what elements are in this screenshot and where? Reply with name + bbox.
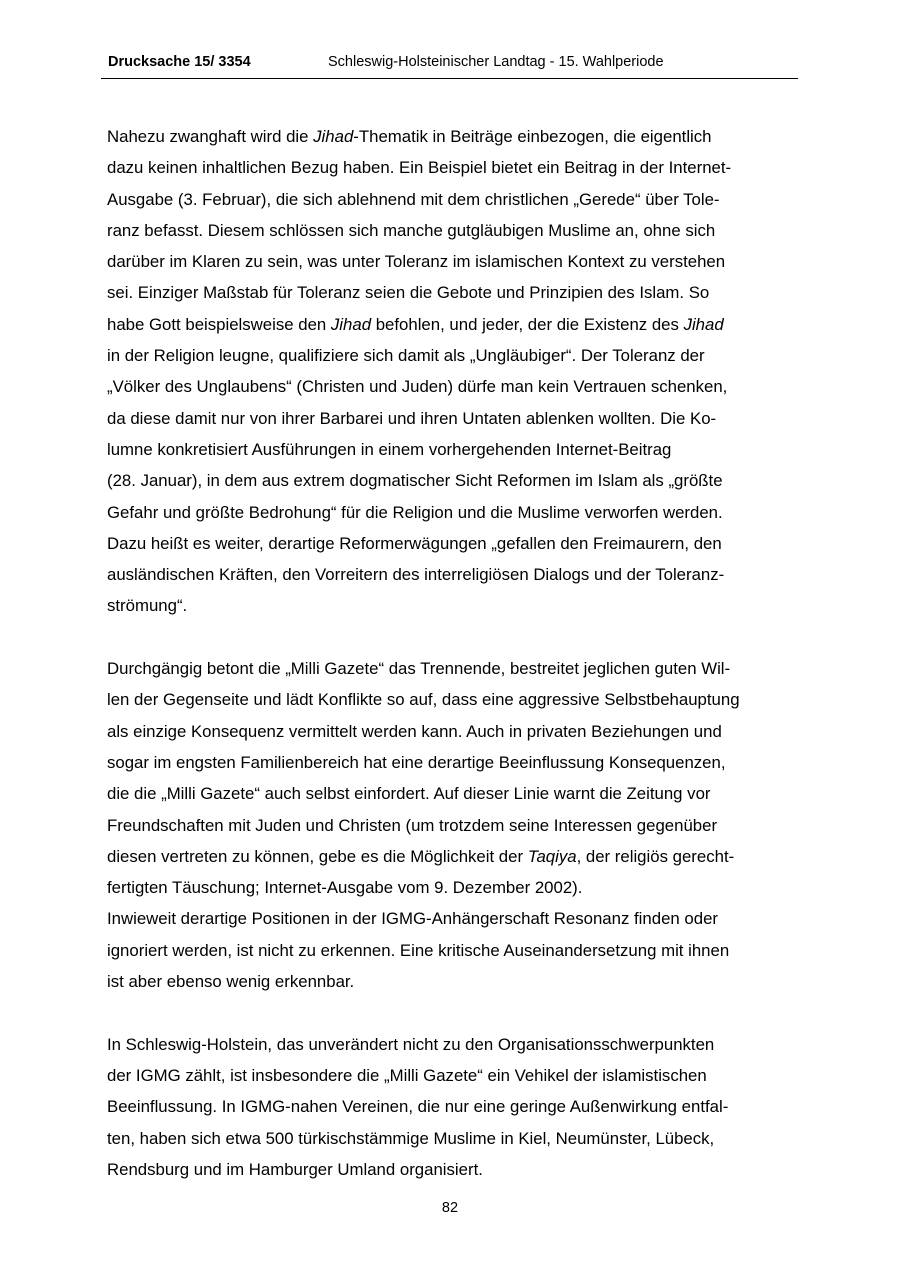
text-run: Rendsburg und im Hamburger Umland organisiert. xyxy=(107,1159,483,1179)
text-run: ten, haben sich etwa 500 türkischstämmige Muslime in Kiel, Neumünster, Lübeck, xyxy=(107,1128,715,1148)
text-line xyxy=(107,935,807,966)
text-line xyxy=(107,716,807,747)
text-line xyxy=(107,1029,807,1060)
text-run: In Schleswig-Holstein, das unverändert nicht zu den Organisationsschwerpunkten xyxy=(107,1034,715,1054)
body-text xyxy=(107,121,807,1185)
text-line xyxy=(107,528,807,559)
text-line xyxy=(107,559,807,590)
text-run: len der Gegenseite und lädt Konflikte so auf, dass eine aggressive Selbstbehauptung xyxy=(107,690,740,710)
italic-term: Jihad xyxy=(313,127,354,146)
text-line xyxy=(107,215,807,246)
text-line xyxy=(107,403,807,434)
paragraph xyxy=(107,653,807,997)
page-number: 82 xyxy=(441,1200,459,1216)
text-run: diesen vertreten zu können, gebe es die Möglichkeit der xyxy=(107,846,528,866)
text-line xyxy=(107,465,807,496)
paragraph xyxy=(107,1029,807,1185)
text-run: „Völker des Unglaubens“ (Christen und Juden) dürfe man kein Vertrauen schenken, xyxy=(107,377,728,397)
text-run: -Thematik in Beiträge einbezogen, die eigentlich xyxy=(353,127,712,146)
text-run: dazu keinen inhaltlichen Bezug haben. Ein Beispiel bietet ein Beitrag in der Internet- xyxy=(107,158,732,178)
text-run: als einzige Konsequenz vermittelt werden kann. Auch in privaten Beziehungen und xyxy=(107,721,722,741)
text-line xyxy=(107,903,807,934)
text-run: der IGMG zählt, ist insbesondere die „Milli Gazete“ ein Vehikel der islamistischen xyxy=(107,1065,707,1085)
text-line xyxy=(107,841,807,872)
text-line xyxy=(107,966,807,997)
text-run: strömung“. xyxy=(107,596,188,616)
text-run: Inwieweit derartige Positionen in der IGMG-Anhängerschaft Resonanz finden oder xyxy=(107,909,718,929)
text-run: sogar im engsten Familienbereich hat eine derartige Beeinflussung Konsequenzen, xyxy=(107,752,726,772)
text-run: ist aber ebenso wenig erkennbar. xyxy=(107,972,355,992)
header-title: Schleswig-Holsteinischer Landtag - 15. Wahlperiode xyxy=(328,54,664,70)
italic-term: Jihad xyxy=(683,314,724,334)
text-line xyxy=(107,340,807,371)
italic-term: Jihad xyxy=(330,314,372,334)
text-line xyxy=(107,152,807,183)
text-run: da diese damit nur von ihrer Barbarei und ihren Untaten ablenken wollten. Die Ko- xyxy=(107,408,717,428)
paragraph-gap xyxy=(107,622,807,653)
text-run: Durchgängig betont die „Milli Gazete“ das Trennende, bestreitet jeglichen guten Wil- xyxy=(107,659,731,679)
text-line xyxy=(107,684,807,715)
text-run: die die „Milli Gazete“ auch selbst einfordert. Auf dieser Linie warnt die Zeitung vor xyxy=(107,784,711,804)
text-run: Beeinflussung. In IGMG-nahen Vereinen, die nur eine geringe Außenwirkung entfal- xyxy=(107,1097,729,1117)
text-line xyxy=(107,653,807,684)
text-run: lumne konkretisiert Ausführungen in einem vorhergehenden Internet-Beitrag xyxy=(107,439,672,459)
text-run: Freundschaften mit Juden und Christen (um trotzdem seine Interessen gegenüber xyxy=(107,815,718,835)
text-run: Ausgabe (3. Februar), die sich ablehnend mit dem christlichen „Gerede“ über Tole- xyxy=(107,189,720,209)
text-line xyxy=(107,590,807,621)
text-line xyxy=(107,1091,807,1122)
text-run: Nahezu zwanghaft wird die xyxy=(107,127,314,146)
text-line xyxy=(107,1060,807,1091)
text-run: sei. Einziger Maßstab für Toleranz seien die Gebote und Prinzipien des Islam. So xyxy=(107,283,710,303)
text-line xyxy=(107,810,807,841)
text-run: , der religiös gerecht- xyxy=(576,846,735,866)
text-run: Gefahr und größte Bedrohung“ für die Religion und die Muslime verworfen werden. xyxy=(107,502,723,522)
text-line xyxy=(107,497,807,528)
text-line xyxy=(107,121,807,152)
text-line xyxy=(107,872,807,903)
paragraph xyxy=(107,121,807,622)
text-run: ausländischen Kräften, den Vorreitern des interreligiösen Dialogs und der Toleranz- xyxy=(107,565,725,585)
text-run: ignoriert werden, ist nicht zu erkennen. Eine kritische Auseinandersetzung mit ihnen xyxy=(107,940,730,960)
text-run: habe Gott beispielsweise den xyxy=(107,314,331,334)
text-line xyxy=(107,309,807,340)
text-run: befohlen, und jeder, der die Existenz des xyxy=(371,314,684,334)
text-run: in der Religion leugne, qualifiziere sich damit als „Ungläubiger“. Der Toleranz der xyxy=(107,346,705,366)
text-line xyxy=(107,371,807,402)
text-line xyxy=(107,1154,807,1185)
text-run: ranz befasst. Diesem schlössen sich manche gutgläubigen Muslime an, ohne sich xyxy=(107,220,716,240)
page-header xyxy=(101,52,798,79)
text-run: Dazu heißt es weiter, derartige Reformerwägungen „gefallen den Freimaurern, den xyxy=(107,533,722,553)
paragraph-gap xyxy=(107,997,807,1028)
text-run: fertigten Täuschung; Internet-Ausgabe vom 9. Dezember 2002). xyxy=(107,878,583,898)
text-run: darüber im Klaren zu sein, was unter Toleranz im islamischen Kontext zu verstehen xyxy=(107,252,726,272)
document-id: Drucksache 15/ 3354 xyxy=(108,54,251,70)
text-line xyxy=(107,277,807,308)
text-run: (28. Januar), in dem aus extrem dogmatischer Sicht Reformen im Islam als „größte xyxy=(107,471,723,491)
text-line xyxy=(107,184,807,215)
italic-term: Taqiya xyxy=(527,846,577,866)
text-line xyxy=(107,778,807,809)
text-line xyxy=(107,246,807,277)
text-line xyxy=(107,434,807,465)
text-line xyxy=(107,1123,807,1154)
text-line xyxy=(107,747,807,778)
